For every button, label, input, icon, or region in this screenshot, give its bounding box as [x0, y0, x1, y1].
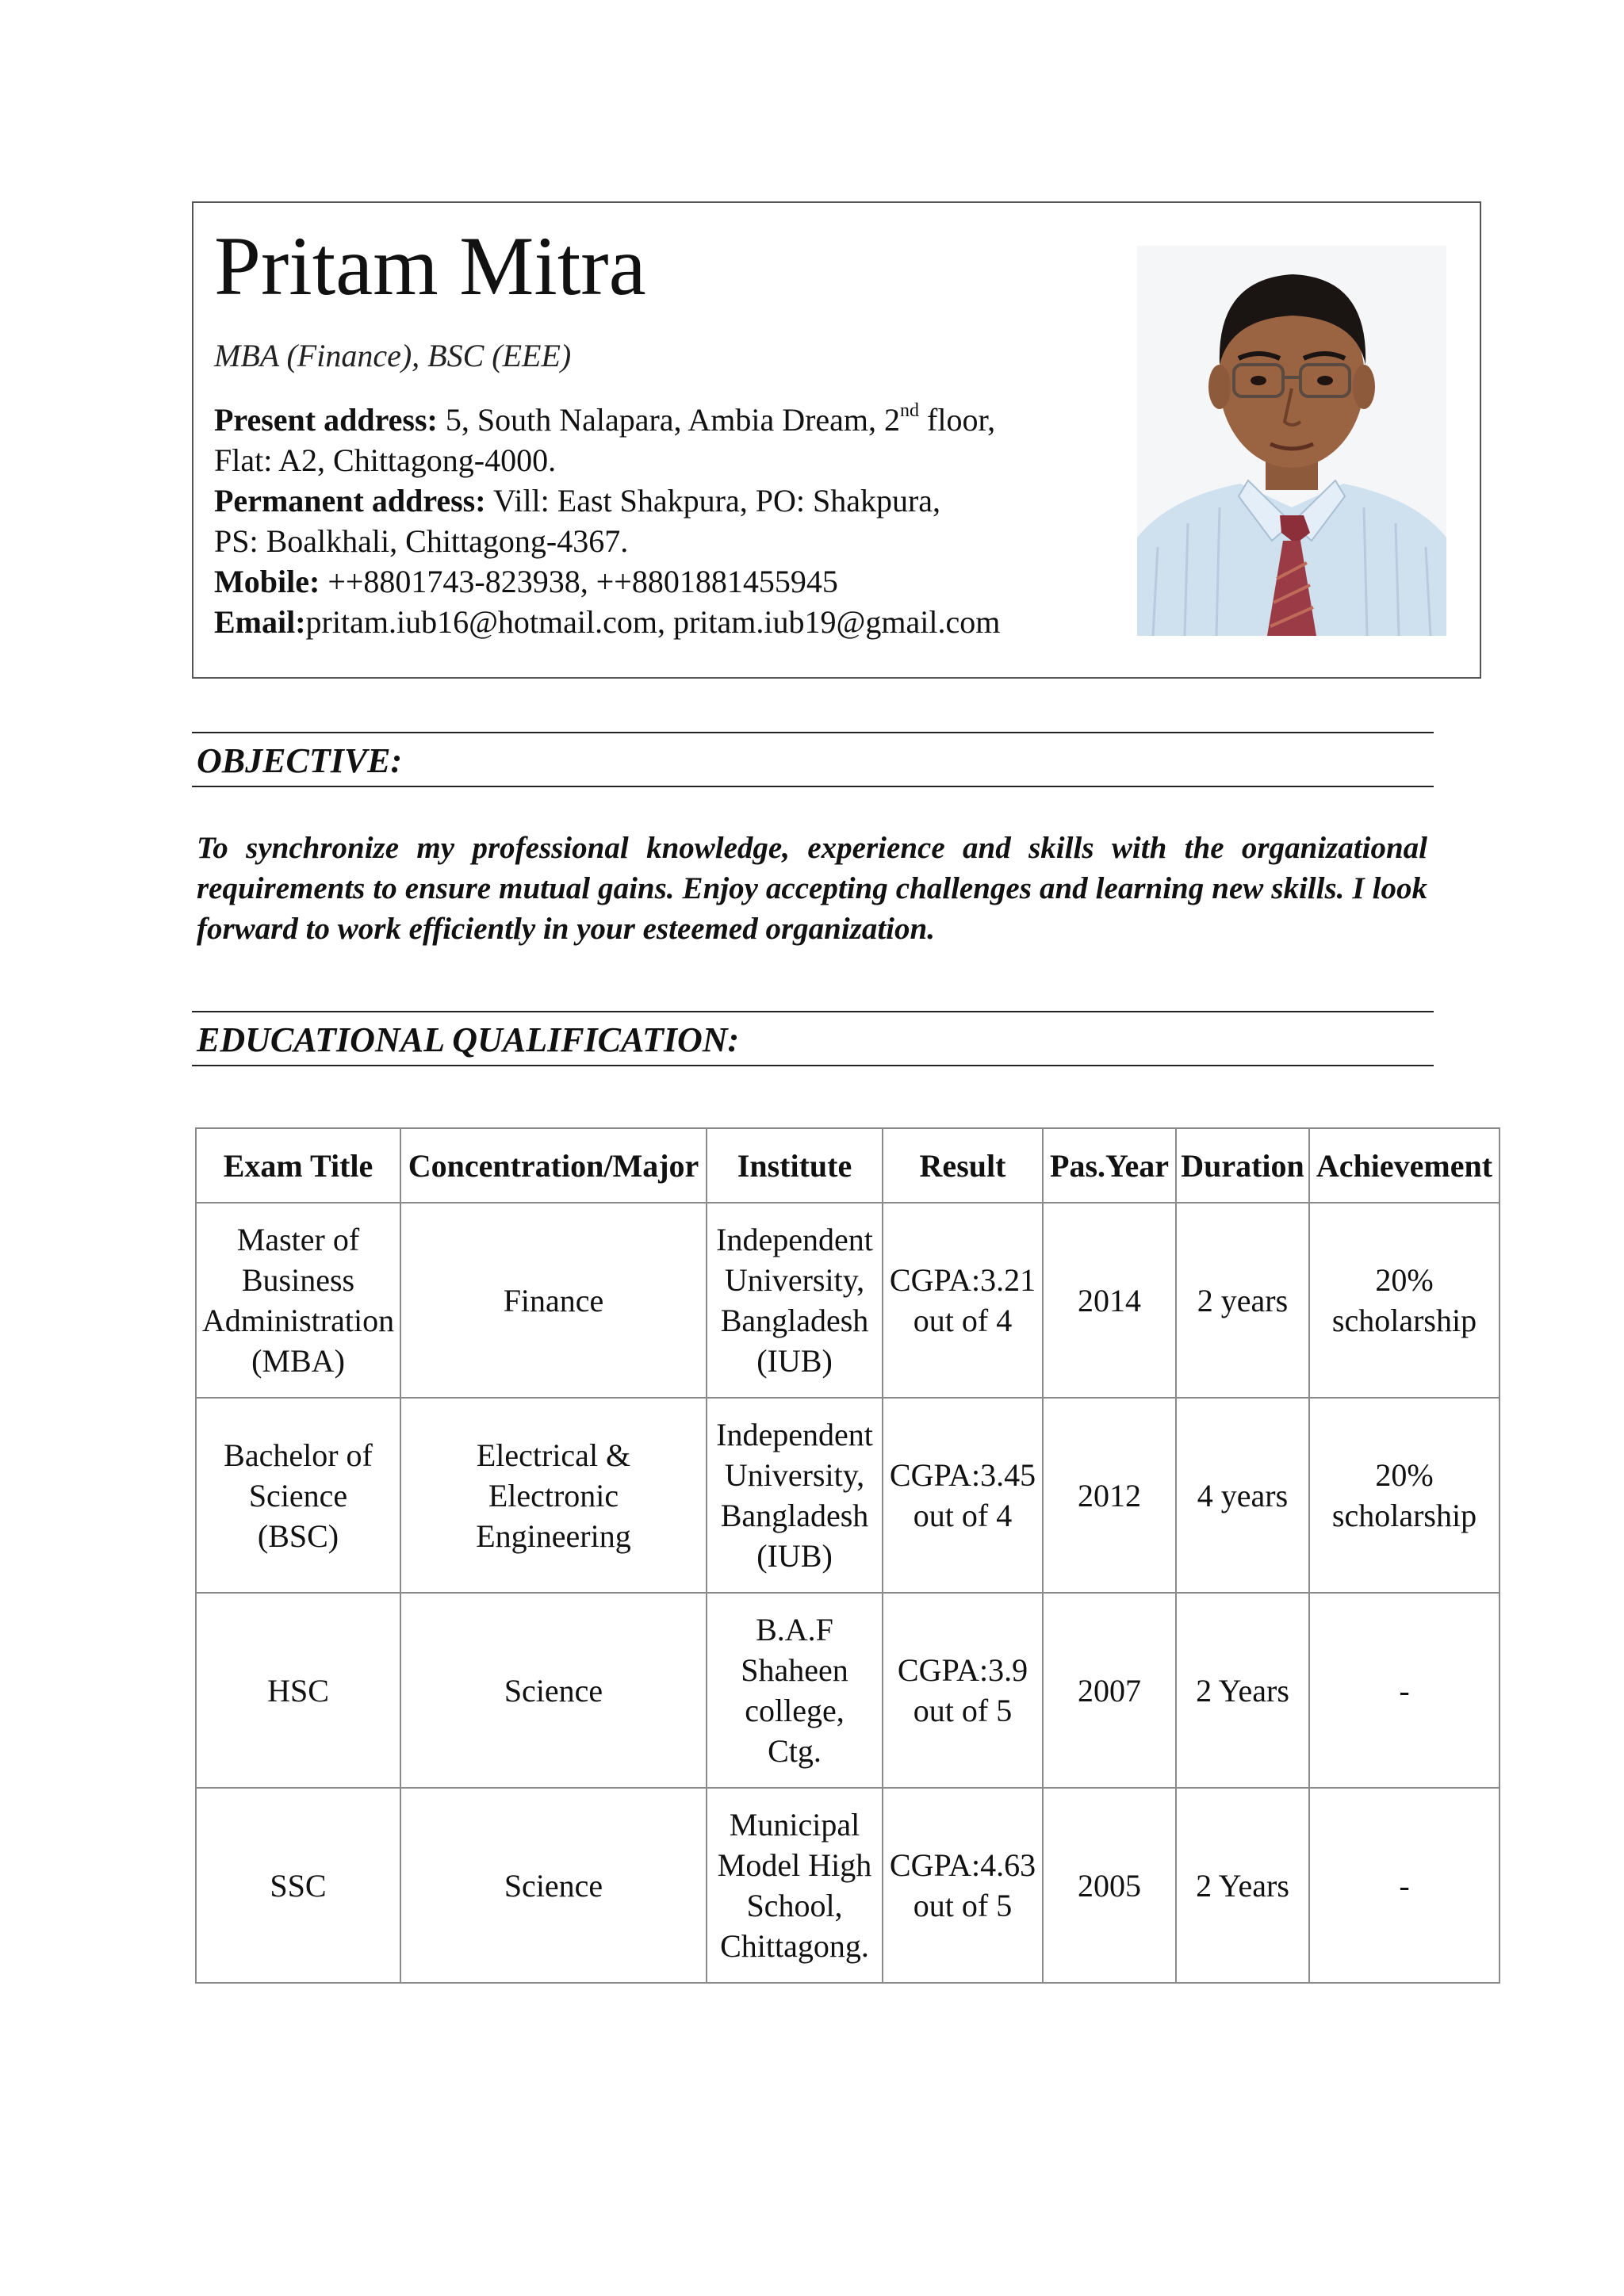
exam-title-cell — [196, 1203, 400, 1398]
year-cell: 2007 — [1043, 1593, 1176, 1788]
candidate-degrees: MBA (Finance), BSC (EEE) — [214, 338, 572, 373]
cell-line: (IUB) — [756, 1538, 833, 1574]
cell-line: Shaheen — [741, 1652, 848, 1688]
cell-line: CGPA:4.63 — [889, 1847, 1036, 1883]
cell-line: Master of — [236, 1222, 360, 1257]
achievement-cell — [1309, 1203, 1500, 1398]
cell-line: Science — [504, 1867, 603, 1904]
cell-line: Municipal — [729, 1807, 860, 1843]
cell-line: Bachelor of — [224, 1437, 373, 1473]
cell-line: B.A.F — [756, 1612, 833, 1647]
table-row — [196, 1593, 1500, 1788]
cell-line: Independent — [716, 1417, 873, 1452]
email-label: Email: — [214, 604, 306, 640]
portrait-illustration — [1137, 246, 1446, 636]
column-header-institute: Institute — [707, 1128, 883, 1203]
column-header-duration: Duration — [1176, 1128, 1309, 1203]
header-box — [192, 201, 1481, 679]
institute-cell — [707, 1203, 883, 1398]
year-cell: 2012 — [1043, 1398, 1176, 1593]
cell-line: 20% — [1375, 1457, 1434, 1493]
cell-line: CGPA:3.21 — [889, 1262, 1036, 1298]
present-address-value-end: floor, — [919, 402, 996, 438]
major-cell — [400, 1398, 707, 1593]
mobile-label: Mobile: — [214, 564, 320, 599]
mobile-line — [214, 561, 1086, 602]
exam-title-cell — [196, 1398, 400, 1593]
profile-photo — [1137, 246, 1446, 636]
cell-line: Electrical & — [476, 1437, 631, 1473]
mobile-value: ++8801743-823938, ++8801881455945 — [320, 564, 838, 599]
present-address-value: 5, South Nalapara, Ambia Dream, 2 — [437, 402, 901, 438]
cell-line: Chittagong. — [720, 1928, 869, 1964]
permanent-address-label: Permanent address: — [214, 483, 486, 519]
cell-line: University, — [724, 1262, 865, 1298]
present-address-line-2: Flat: A2, Chittagong-4000. — [214, 442, 557, 478]
column-header-result: Result — [883, 1128, 1043, 1203]
exam-title-cell — [196, 1788, 400, 1983]
duration-cell: 2 Years — [1176, 1788, 1309, 1983]
achievement-cell — [1309, 1398, 1500, 1593]
cell-line: Business — [241, 1262, 355, 1298]
education-heading: EDUCATIONAL QUALIFICATION: — [197, 1020, 740, 1059]
floor-ordinal: nd — [900, 400, 920, 421]
column-header-passing-year: Pas.Year — [1043, 1128, 1176, 1203]
achievement-cell — [1309, 1788, 1500, 1983]
permanent-address-line-2: PS: Boalkhali, Chittagong-4367. — [214, 523, 629, 559]
table-header-row — [196, 1128, 1500, 1203]
permanent-address-line-1 — [214, 480, 1086, 521]
major-cell — [400, 1788, 707, 1983]
cell-line: college, — [745, 1693, 845, 1728]
cell-line: Bangladesh — [720, 1303, 869, 1338]
education-top-rule — [192, 1011, 1434, 1012]
cell-line: HSC — [267, 1672, 329, 1709]
duration-cell: 2 years — [1176, 1203, 1309, 1398]
cell-line: Independent — [716, 1222, 873, 1257]
achievement-cell — [1309, 1593, 1500, 1788]
education-table — [195, 1127, 1500, 1984]
cell-line: Model High — [717, 1847, 872, 1883]
cell-line: University, — [724, 1457, 865, 1493]
contact-block — [214, 400, 1086, 642]
major-cell — [400, 1593, 707, 1788]
cell-line: out of 5 — [913, 1693, 1013, 1728]
column-header-achievement: Achievement — [1309, 1128, 1500, 1203]
present-address-line-1 — [214, 400, 1086, 440]
institute-cell — [707, 1593, 883, 1788]
cell-line: Science — [248, 1477, 348, 1513]
cell-line: out of 4 — [913, 1498, 1013, 1533]
cell-line: Engineering — [476, 1517, 631, 1554]
result-cell — [883, 1593, 1043, 1788]
cell-line: scholarship — [1331, 1498, 1477, 1533]
exam-title-cell — [196, 1593, 400, 1788]
result-cell — [883, 1398, 1043, 1593]
cell-line: (BSC) — [257, 1517, 339, 1554]
institute-cell — [707, 1788, 883, 1983]
result-cell — [883, 1203, 1043, 1398]
objective-text: To synchronize my professional knowledge, experience and skills with the organizational requirements to ensure mutual gains. Enjoy accepting challenges and learning new skills. I look forward to work efficiently in your esteemed organization. — [197, 831, 1427, 946]
objective-top-rule — [192, 732, 1434, 733]
column-header-concentration: Concentration/Major — [400, 1128, 707, 1203]
table-row — [196, 1398, 1500, 1593]
table-row — [196, 1788, 1500, 1983]
year-cell: 2005 — [1043, 1788, 1176, 1983]
objective-bottom-rule — [192, 786, 1434, 787]
duration-cell: 2 Years — [1176, 1593, 1309, 1788]
candidate-name: Pritam Mitra — [214, 220, 646, 312]
year-cell: 2014 — [1043, 1203, 1176, 1398]
cell-line: School, — [746, 1888, 843, 1923]
email-line — [214, 602, 1086, 642]
duration-cell: 4 years — [1176, 1398, 1309, 1593]
objective-heading: OBJECTIVE: — [197, 741, 403, 780]
cell-line: Finance — [503, 1282, 604, 1318]
email-value: pritam.iub16@hotmail.com, pritam.iub19@gmail.com — [305, 604, 1001, 640]
result-cell — [883, 1788, 1043, 1983]
cell-line: (MBA) — [251, 1343, 345, 1379]
cell-line: - — [1399, 1672, 1410, 1709]
cell-line: Science — [504, 1672, 603, 1709]
present-address-label: Present address: — [214, 402, 438, 438]
permanent-address-value: Vill: East Shakpura, PO: Shakpura, — [485, 483, 941, 519]
cell-line: (IUB) — [756, 1343, 833, 1379]
cell-line: Electronic — [488, 1477, 619, 1513]
cell-line: scholarship — [1331, 1303, 1477, 1338]
table-row — [196, 1203, 1500, 1398]
institute-cell — [707, 1398, 883, 1593]
cell-line: CGPA:3.9 — [897, 1652, 1028, 1688]
education-bottom-rule — [192, 1065, 1434, 1066]
cell-line: 20% — [1375, 1262, 1434, 1298]
cell-line: SSC — [270, 1867, 327, 1904]
cell-line: - — [1399, 1867, 1410, 1904]
cell-line: CGPA:3.45 — [889, 1457, 1036, 1493]
column-header-exam-title: Exam Title — [196, 1128, 400, 1203]
cell-line: out of 5 — [913, 1888, 1013, 1923]
major-cell — [400, 1203, 707, 1398]
cell-line: Ctg. — [768, 1733, 822, 1769]
cell-line: Bangladesh — [720, 1498, 869, 1533]
cell-line: Administration — [201, 1303, 395, 1338]
cell-line: out of 4 — [913, 1303, 1013, 1338]
